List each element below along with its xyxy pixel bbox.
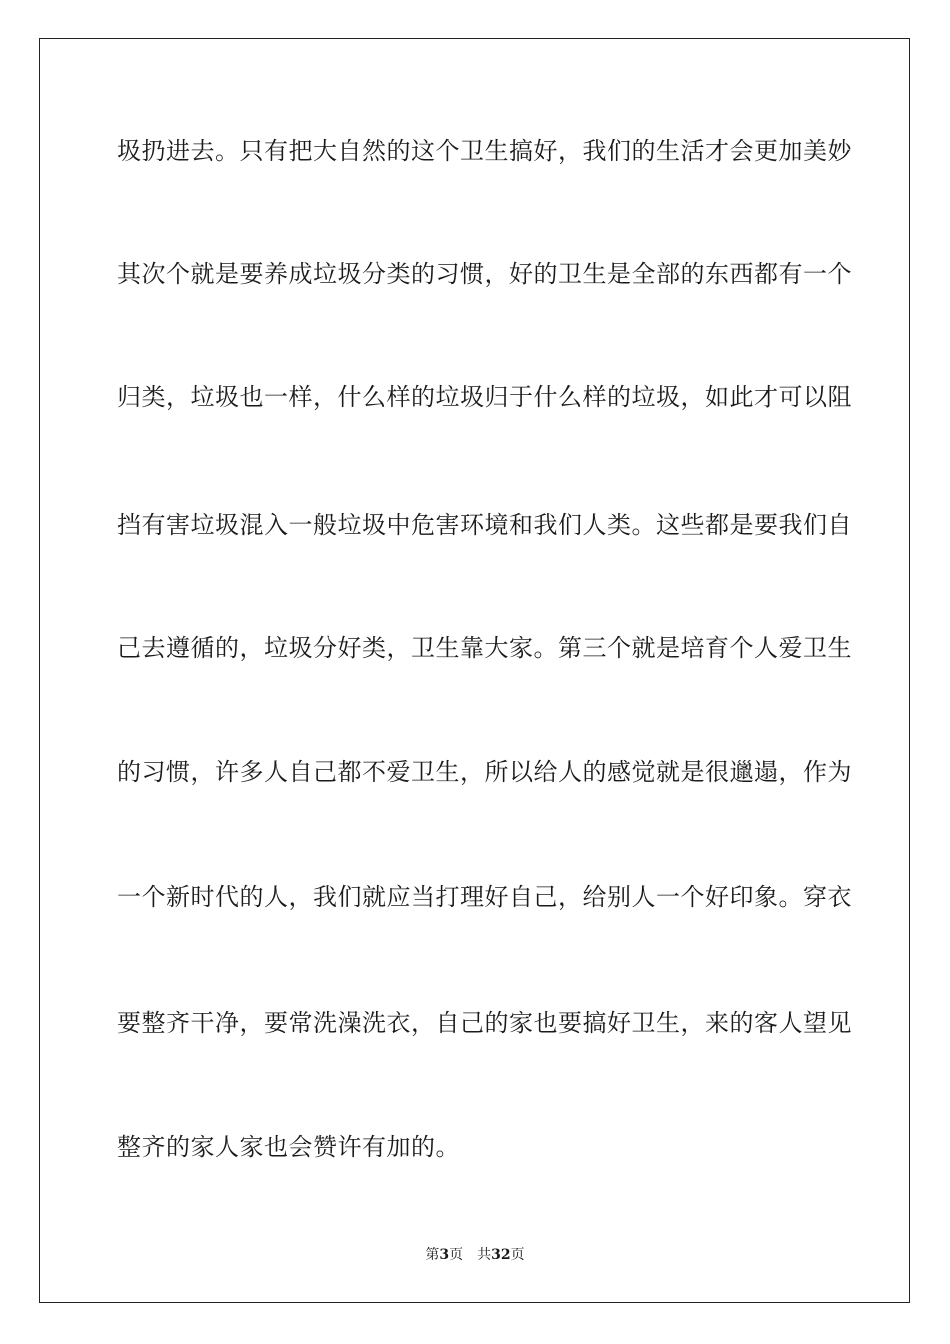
body-text-line: 挡有害垃圾混入一般垃圾中危害环境和我们人类。这些都是要我们自 bbox=[117, 511, 852, 539]
body-text-line: 圾扔进去。只有把大自然的这个卫生搞好，我们的生活才会更加美妙 bbox=[117, 137, 852, 165]
total-pages: 32 bbox=[491, 1247, 511, 1263]
body-text-line: 一个新时代的人，我们就应当打理好自己，给别人一个好印象。穿衣 bbox=[117, 883, 852, 911]
page-suffix: 页 bbox=[449, 1247, 464, 1263]
page-border bbox=[39, 38, 910, 1303]
body-text-line: 己去遵循的，垃圾分好类，卫生靠大家。第三个就是培育个人爱卫生 bbox=[117, 634, 852, 662]
page-number: 3 bbox=[439, 1247, 450, 1263]
body-text-line: 的习惯，许多人自己都不爱卫生，所以给人的感觉就是很邋遢，作为 bbox=[117, 758, 852, 786]
page-prefix: 第 bbox=[425, 1247, 440, 1263]
page-footer bbox=[0, 1246, 950, 1264]
total-suffix: 页 bbox=[510, 1247, 525, 1263]
total-prefix: 共 bbox=[477, 1247, 492, 1263]
body-text-line: 归类，垃圾也一样，什么样的垃圾归于什么样的垃圾，如此才可以阻 bbox=[117, 383, 852, 411]
body-text-line: 其次个就是要养成垃圾分类的习惯，好的卫生是全部的东西都有一个 bbox=[117, 260, 852, 288]
body-text-line: 要整齐干净，要常洗澡洗衣，自己的家也要搞好卫生，来的客人望见 bbox=[117, 1009, 852, 1037]
body-text-line-last: 整齐的家人家也会赞许有加的。 bbox=[117, 1133, 460, 1161]
